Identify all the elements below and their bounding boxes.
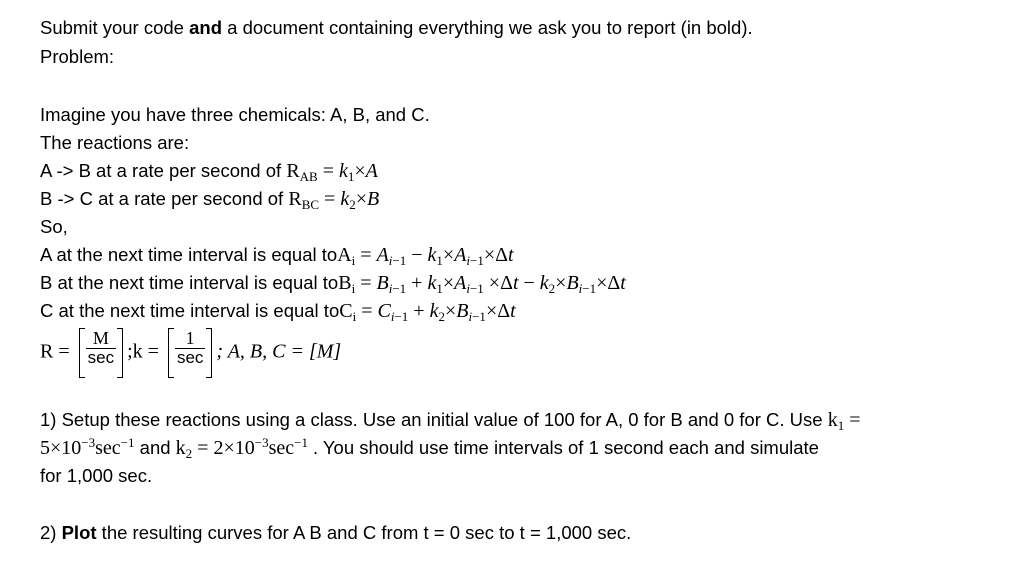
k-units-denominator: sec	[176, 348, 204, 367]
equation-b-formula: $B_i = B_{i-1} + k_1\times A_{i-1} \times\Delta t - k_2\times B_{i-1}\times\Delta t$	[338, 272, 626, 296]
instruction-text: Submit your code	[40, 17, 190, 38]
task2-number: 2)	[40, 522, 62, 543]
equation-b	[40, 271, 626, 295]
task1-line3: for 1,000 sec.	[40, 465, 153, 486]
task2	[40, 521, 631, 545]
imagine-line: Imagine you have three chemicals: A, B, and C.	[40, 104, 430, 125]
equation-c	[40, 299, 516, 323]
submission-instruction	[40, 16, 753, 40]
equation-c-text: C at the next time interval is equal to	[40, 300, 340, 321]
reaction-ab-text: A -> B at a rate per second of	[40, 160, 287, 181]
units-definition: R = $\frac{M}{\sec}$ ;k = $\frac{1}{\sec}$ ; A, B, C = [M]	[40, 328, 341, 372]
task1-line1	[40, 408, 861, 432]
problem-label: Problem:	[40, 46, 115, 67]
r-symbol: R	[40, 340, 54, 363]
r-units-fraction	[79, 328, 123, 378]
task2-text: the resulting curves for A B and C from t = 0 sec to t = 1,000 sec.	[96, 522, 632, 543]
equation-a	[40, 243, 514, 267]
concentration-units: ; A, B, C = [M]	[216, 340, 342, 363]
equation-b-text: B at the next time interval is equal to	[40, 272, 339, 293]
equation-c-formula: $C_i = C_{i-1} + k_2\times B_{i-1}\times\Delta t$	[339, 300, 516, 324]
k1-value: $5\times 10^{-3}\sec^{-1}$	[40, 435, 135, 459]
reaction-bc-text: B -> C at a rate per second of	[40, 188, 289, 209]
reaction-ab	[40, 159, 378, 183]
rate-ab-formula: $R_{AB} = k_1\times A$	[286, 160, 378, 184]
task1-and: and	[134, 437, 176, 458]
task2-bold-plot: Plot	[61, 522, 97, 543]
instruction-text-end: a document containing everything we ask you to report (in bold).	[222, 17, 753, 38]
k-units-numerator: 1	[175, 328, 205, 349]
equation-a-text: A at the next time interval is equal to	[40, 244, 338, 265]
k2-value: $k_2 = 2\times 10^{-3}\sec^{-1}$	[175, 435, 308, 461]
equation-a-formula: $A_i = A_{i-1} - k_1\times A_{i-1}\times\Delta t$	[337, 244, 514, 268]
k1-symbol: $k_1$ =	[827, 409, 861, 433]
r-units-denominator: sec	[87, 348, 115, 367]
instruction-bold-and: and	[189, 17, 222, 38]
reaction-bc	[40, 187, 379, 211]
reactions-label: The reactions are:	[40, 132, 190, 153]
task1-text: 1) Setup these reactions using a class. Use an initial value of 100 for A, 0 for B and 0 for C. Use	[40, 409, 828, 430]
so-label: So,	[40, 216, 68, 237]
rate-bc-formula: $R_{BC} = k_2\times B$	[288, 188, 380, 212]
task1-text-cont: . You should use time intervals of 1 second each and simulate	[312, 437, 819, 458]
k-symbol: k	[132, 340, 143, 363]
r-units-numerator: M	[86, 328, 116, 349]
task1-line2	[40, 436, 819, 460]
k-units-fraction	[168, 328, 212, 378]
